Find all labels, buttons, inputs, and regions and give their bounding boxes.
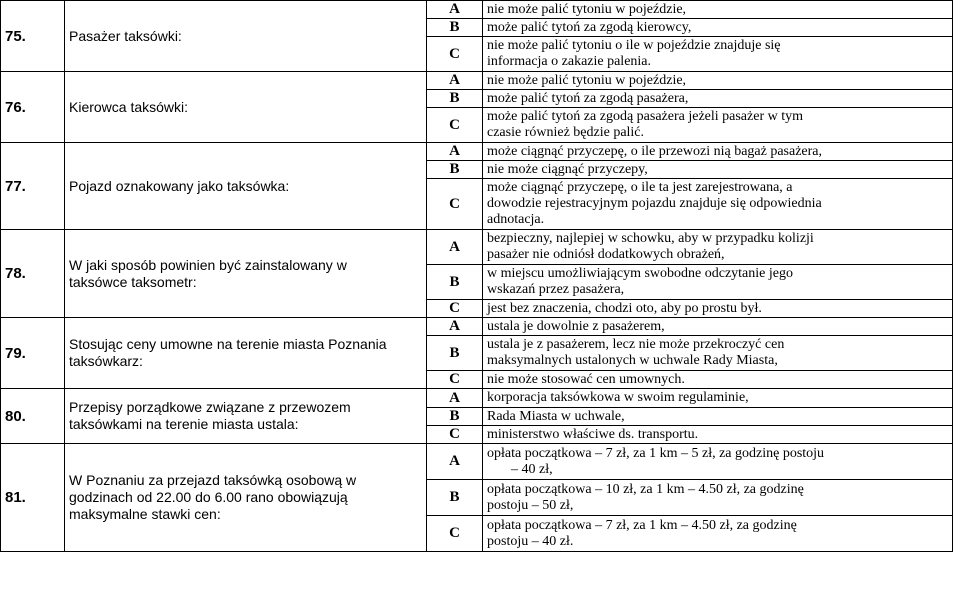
answer-letter: A [427,444,483,480]
answer-letter: A [427,230,483,265]
answer-letter: C [427,37,483,72]
answer-letter: B [427,336,483,371]
answer-text: w miejscu umożliwiającym swobodne odczytanie jego wskazań przez pasażera, [483,265,953,300]
question-number: 81. [1,444,65,552]
answer-text: może palić tytoń za zgodą kierowcy, [483,19,953,37]
table-row [1,1,953,19]
answer-text: opłata początkowa – 7 zł, za 1 km – 5 zł, za godzinę postoju – 40 zł, [483,444,953,480]
question-number: 77. [1,143,65,230]
table-row [1,389,953,408]
answer-text: może ciągnąć przyczepę, o ile ta jest zarejestrowana, a dowodzie rejestracyjnym pojazdu znajduje się odpowiednia adnotacja. [483,179,953,230]
answer-letter: B [427,161,483,179]
table-row [1,143,953,161]
answer-letter: B [427,90,483,108]
answer-text: Rada Miasta w uchwale, [483,408,953,426]
answer-letter: C [427,371,483,389]
question-text: Pasażer taksówki: [65,1,427,72]
answer-letter: A [427,318,483,336]
answer-text: może palić tytoń za zgodą pasażera jeżeli pasażer w tym czasie również będzie palić. [483,108,953,143]
answer-text: bezpieczny, najlepiej w schowku, aby w przypadku kolizji pasażer nie odniósł dodatkowych obrażeń, [483,230,953,265]
question-text: Kierowca taksówki: [65,72,427,143]
answer-text: nie może palić tytoniu w pojeździe, [483,72,953,90]
answer-text: ustala je z pasażerem, lecz nie może przekroczyć cen maksymalnych ustalonych w uchwale Rady Miasta, [483,336,953,371]
answer-text: jest bez znaczenia, chodzi oto, aby po prostu był. [483,300,953,318]
question-number: 75. [1,1,65,72]
answer-letter: B [427,19,483,37]
answer-text: może ciągnąć przyczepę, o ile przewozi nią bagaż pasażera, [483,143,953,161]
answer-text: nie może palić tytoniu o ile w pojeździe znajduje się informacja o zakazie palenia. [483,37,953,72]
answer-text: opłata początkowa – 10 zł, za 1 km – 4.50 zł, za godzinę postoju – 50 zł, [483,480,953,516]
answer-text: korporacja taksówkowa w swoim regulaminie, [483,389,953,408]
question-number: 76. [1,72,65,143]
answer-letter: C [427,179,483,230]
answer-letter: A [427,1,483,19]
answer-text: może palić tytoń za zgodą pasażera, [483,90,953,108]
question-number: 78. [1,230,65,318]
question-number: 79. [1,318,65,389]
answer-letter: C [427,516,483,552]
answer-letter: A [427,389,483,408]
answer-text: ministerstwo właściwe ds. transportu. [483,426,953,444]
answer-letter: A [427,143,483,161]
question-number: 80. [1,389,65,444]
answer-text: nie może palić tytoniu w pojeździe, [483,1,953,19]
table-row [1,72,953,90]
answer-letter: B [427,408,483,426]
question-text: W Poznaniu za przejazd taksówką osobową w godzinach od 22.00 do 6.00 rano obowiązują maksymalne stawki cen: [65,444,427,552]
answer-text: opłata początkowa – 7 zł, za 1 km – 4.50 zł, za godzinę postoju – 40 zł. [483,516,953,552]
table-row [1,230,953,265]
answer-text: ustala je dowolnie z pasażerem, [483,318,953,336]
answer-letter: B [427,480,483,516]
question-text: Pojazd oznakowany jako taksówka: [65,143,427,230]
table-row [1,318,953,336]
table-row [1,444,953,480]
answer-text: nie może ciągnąć przyczepy, [483,161,953,179]
answer-letter: C [427,300,483,318]
answer-letter: C [427,108,483,143]
answer-letter: C [427,426,483,444]
question-text: Przepisy porządkowe związane z przewozem taksówkami na terenie miasta ustala: [65,389,427,444]
answer-letter: A [427,72,483,90]
answer-letter: B [427,265,483,300]
answer-text: nie może stosować cen umownych. [483,371,953,389]
question-text: W jaki sposób powinien być zainstalowany w taksówce taksometr: [65,230,427,318]
question-text: Stosując ceny umowne na terenie miasta Poznania taksówkarz: [65,318,427,389]
